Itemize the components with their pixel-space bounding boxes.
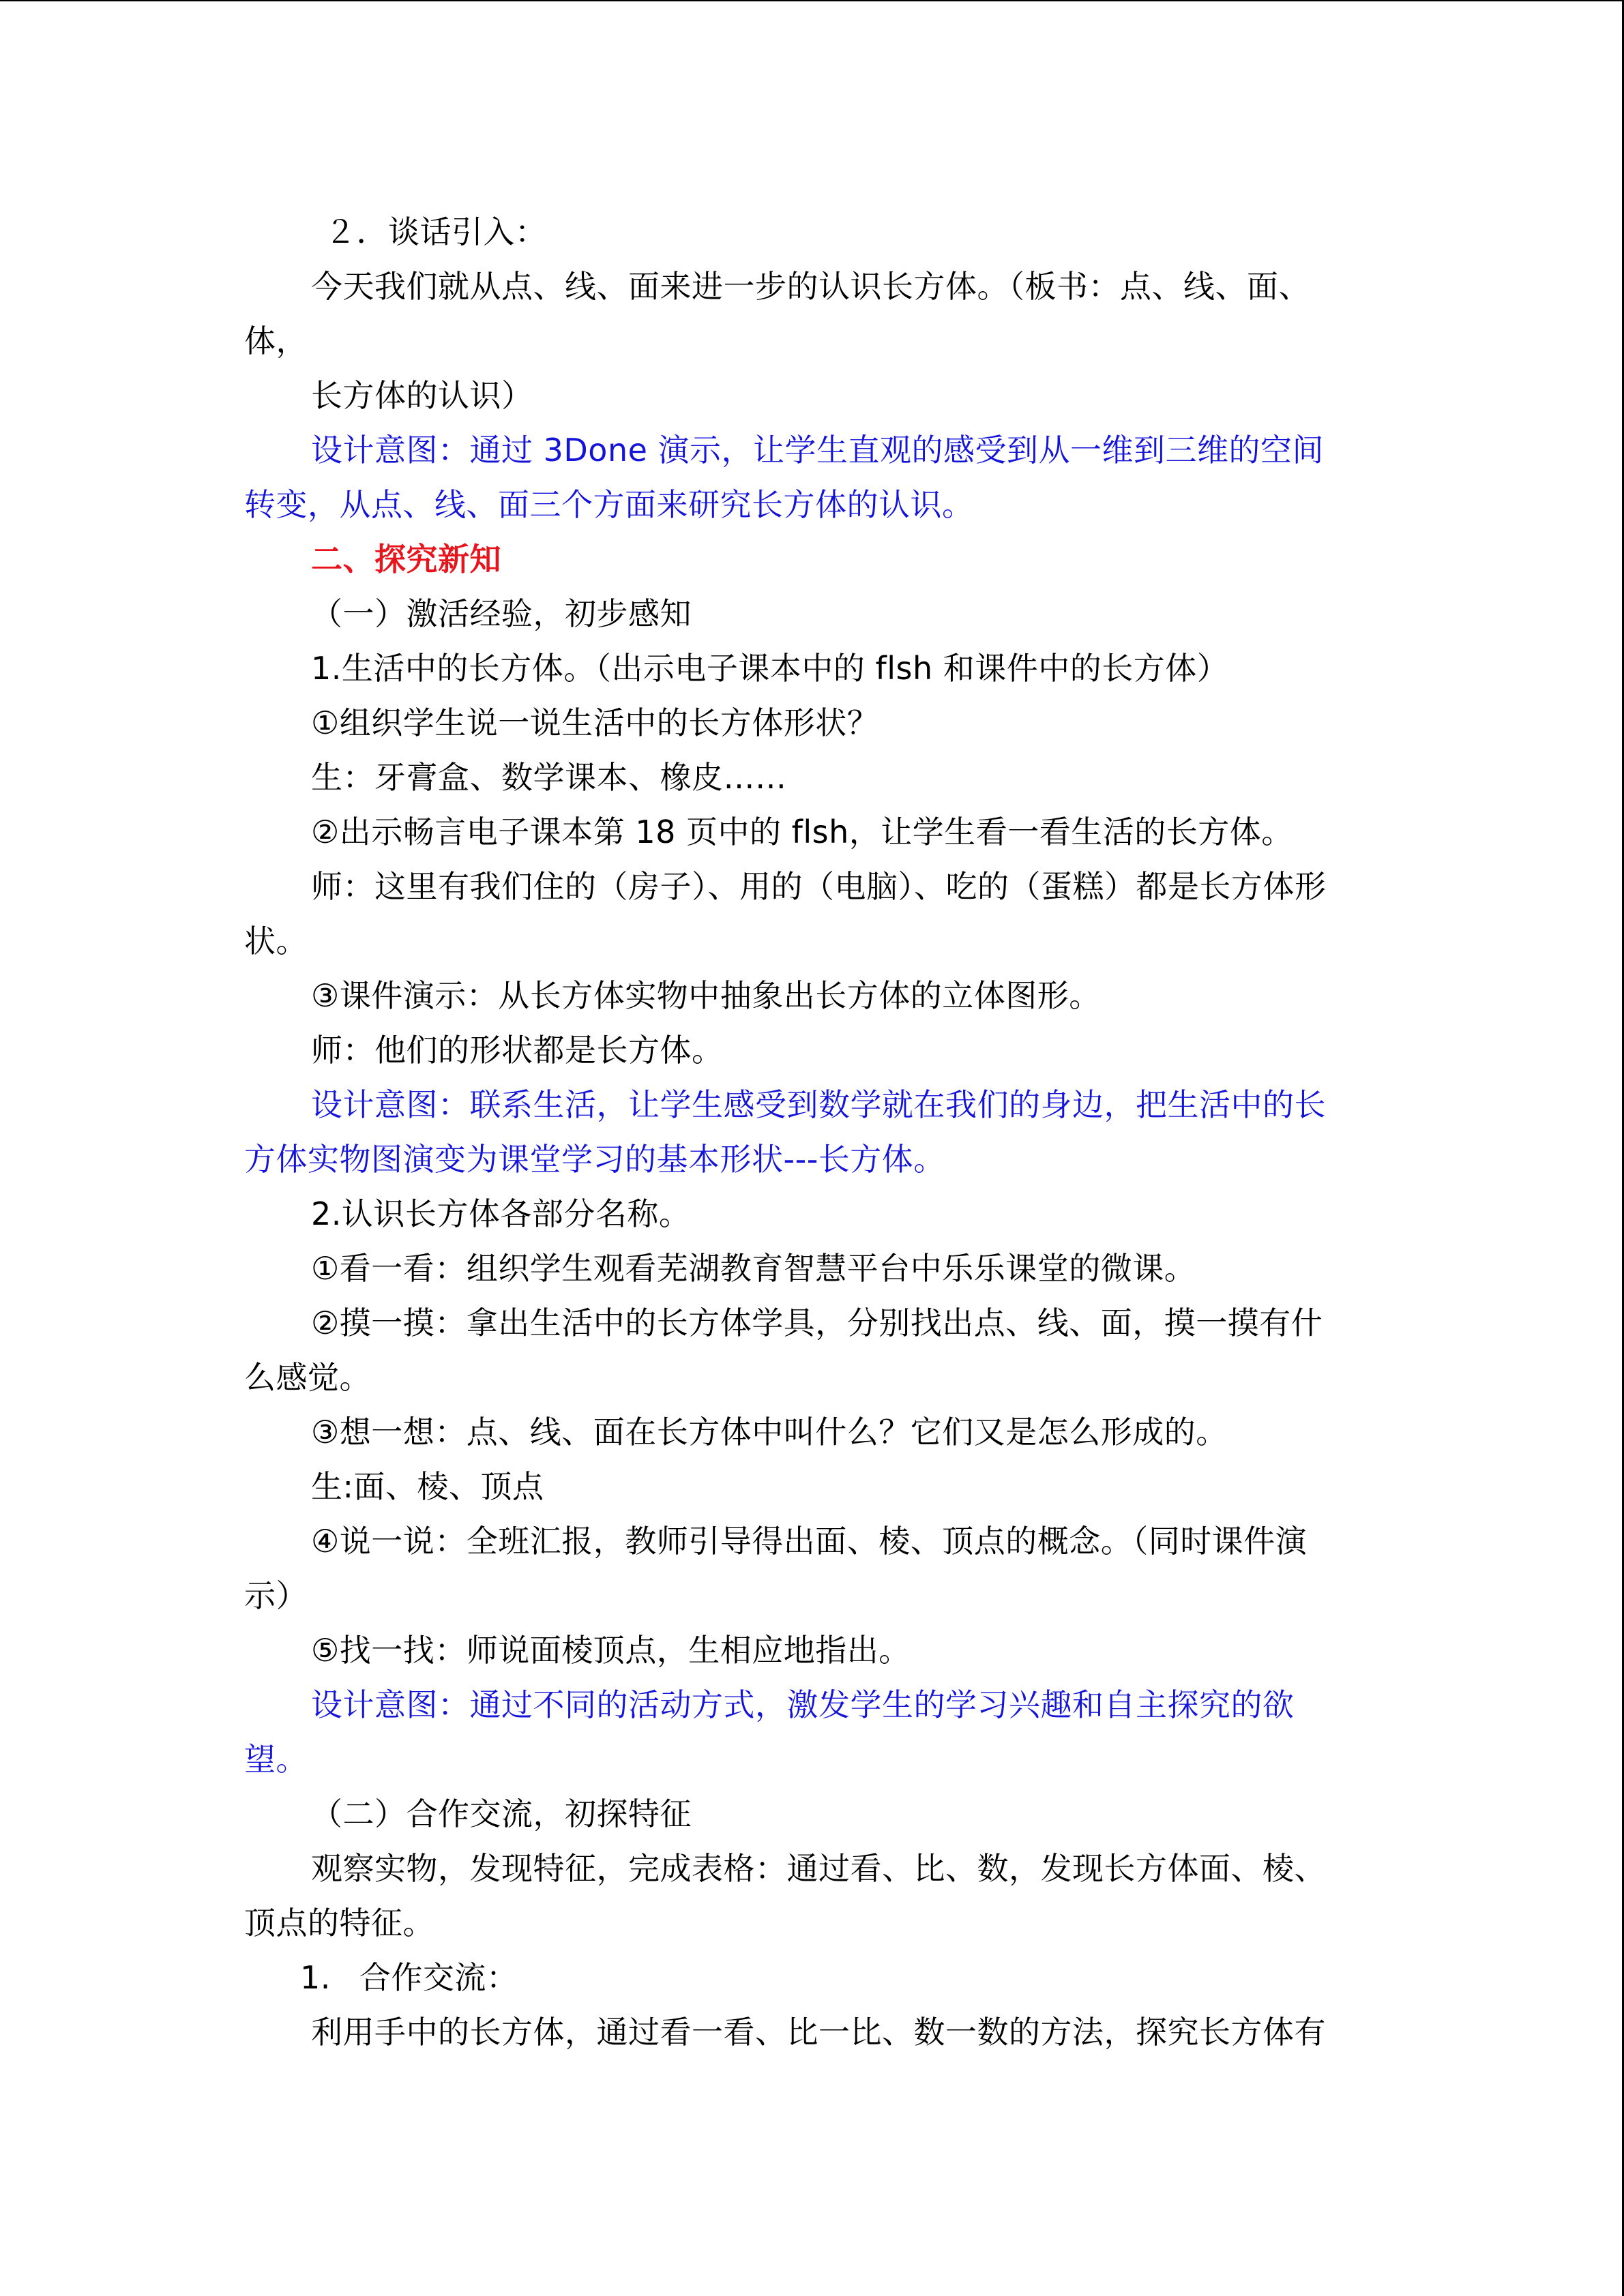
document-body — [244, 205, 1370, 2059]
text-line: 体， — [244, 323, 308, 359]
section-heading: 二、探究新知 — [311, 541, 501, 578]
text-line: （二）合作交流，初探特征 — [311, 1795, 692, 1832]
text-line: ③课件演示：从长方体实物中抽象出长方体的立体图形。 — [311, 977, 1101, 1014]
numbered-item — [244, 1950, 1370, 2005]
numbered-item-text: 合作交流： — [359, 1959, 518, 1996]
design-intent-line: 设计意图：通过 3Done 演示，让学生直观的感受到从一维到三维的空间 — [311, 432, 1325, 468]
design-intent-line: 转变，从点、线、面三个方面来研究长方体的认识。 — [244, 486, 974, 523]
text-line: ①看一看：组织学生观看芜湖教育智慧平台中乐乐课堂的微课。 — [311, 1250, 1196, 1287]
design-intent-line: 望。 — [244, 1741, 308, 1778]
text-line: ⑤找一找：师说面棱顶点，生相应地指出。 — [311, 1632, 911, 1669]
text-line: 今天我们就从点、线、面来进一步的认识长方体。（板书：点、线、面、 — [311, 268, 1310, 305]
text-line: 师：这里有我们住的（房子）、用的（电脑）、吃的（蛋糕）都是长方体形 — [311, 868, 1327, 905]
text-line: 么感觉。 — [244, 1359, 371, 1396]
text-line: 师：他们的形状都是长方体。 — [311, 1032, 724, 1069]
text-line: ④说一说：全班汇报，教师引导得出面、棱、顶点的概念。（同时课件演 — [311, 1523, 1308, 1560]
design-intent-line: 设计意图：联系生活，让学生感受到数学就在我们的身边，把生活中的长 — [311, 1086, 1326, 1123]
numbered-item-number: 1. — [300, 1959, 331, 1996]
text-line: ②摸一摸：拿出生活中的长方体学具，分别找出点、线、面，摸一摸有什 — [311, 1304, 1323, 1341]
text-line: 顶点的特征。 — [244, 1905, 434, 1941]
text-line-last: 利用手中的长方体，通过看一看、比一比、数一数的方法，探究长方体有 — [311, 2014, 1326, 2051]
text-line: 生：牙膏盒、数学课本、橡皮…… — [311, 759, 787, 796]
text-line: ③想一想：点、线、面在长方体中叫什么？它们又是怎么形成的。 — [311, 1414, 1228, 1450]
text-line: 生:面、棱、顶点 — [311, 1468, 544, 1505]
text-line: ①组织学生说一说生活中的长方体形状？ — [311, 704, 879, 741]
text-line: 1.生活中的长方体。（出示电子课本中的 flsh 和课件中的长方体） — [311, 650, 1229, 687]
design-intent-line: 设计意图：通过不同的活动方式，激发学生的学习兴趣和自主探究的欲 — [311, 1686, 1295, 1723]
text-line: 2.认识长方体各部分名称。 — [311, 1195, 691, 1232]
text-line: 状。 — [244, 923, 308, 959]
text-line: ②出示畅言电子课本第 18 页中的 flsh，让学生看一看生活的长方体。 — [311, 814, 1293, 850]
text-line: 长方体的认识） — [311, 377, 533, 414]
text-line: 示） — [244, 1577, 308, 1614]
paragraph-lines — [244, 205, 1370, 1950]
page-border-top — [0, 0, 1624, 1]
design-intent-line: 方体实物图演变为课堂学习的基本形状---长方体。 — [244, 1141, 945, 1178]
text-line: （一）激活经验，初步感知 — [311, 595, 692, 632]
text-line: ２．谈话引入： — [325, 213, 547, 250]
text-line: 观察实物，发现特征，完成表格：通过看、比、数，发现长方体面、棱、 — [311, 1850, 1326, 1887]
